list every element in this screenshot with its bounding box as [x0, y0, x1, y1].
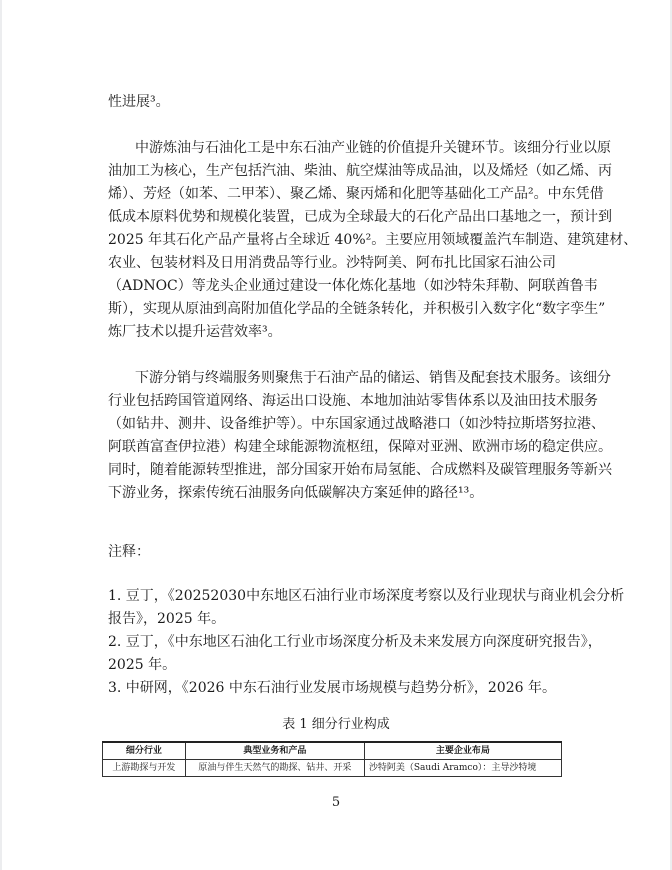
body-line: 阿联酋富查伊拉港）构建全球能源物流枢纽，保障对亚洲、欧洲市场的稳定供应。: [108, 439, 612, 455]
body-line: 中游炼油与石油化工是中东石油产业链的价值提升关键环节。该细分行业以原: [135, 140, 611, 156]
document-page: [2, 0, 670, 870]
body-line: 低成本原料优势和规模化装置，已成为全球最大的石化产品出口基地之一，预计到: [108, 209, 612, 225]
table-cell: 上游勘探与开发: [103, 760, 186, 777]
table-cell: 原油与伴生天然气的勘探、钻井、开采: [185, 760, 364, 777]
table-row: [103, 760, 562, 777]
note-line: 3. 中研网，《2026 中东石油行业发展市场规模与趋势分析》，2026 年。: [108, 680, 556, 696]
body-line: （如钻井、测井、设备维护等）。中东国家通过战略港口（如沙特拉斯塔努拉港、: [108, 416, 605, 432]
body-line: 2025 年其石化产品产量将占全球近 40%²。主要应用领域覆盖汽车制造、建筑建材、: [108, 232, 638, 248]
note-line: 2. 豆丁，《中东地区石油化工行业市场深度分析及未来发展方向深度研究报告》，: [108, 634, 602, 650]
page-number: 5: [331, 795, 341, 810]
table-cell: 沙特阿美（Saudi Aramco）：主导沙特境: [364, 760, 561, 777]
body-line: 烯）、芳烃（如苯、二甲苯）、聚乙烯、聚丙烯和化肥等基础化工产品²。中东凭借: [108, 186, 604, 202]
body-line: 油加工为核心，生产包括汽油、柴油、航空煤油等成品油，以及烯烃（如乙烯、丙: [108, 163, 612, 179]
table-caption: 表 1 细分行业构成: [282, 717, 390, 732]
body-line: 同时，随着能源转型推进，部分国家开始布局氢能、合成燃料及碳管理服务等新兴: [108, 462, 612, 478]
body-line: 性进展³。: [108, 94, 170, 110]
body-line: 炼厂技术以提升运营效率³。: [108, 324, 282, 340]
body-line: 下游业务，探索传统石油服务向低碳解决方案延伸的路径¹³。: [108, 485, 484, 501]
table-header-cell: 典型业务和产品: [185, 742, 364, 760]
body-line: 行业包括跨国管道网络、海运出口设施、本地加油站零售体系以及油田技术服务: [108, 393, 598, 409]
notes-heading: 注释：: [108, 544, 150, 560]
segment-table: [102, 741, 562, 777]
body-line: 下游分销与终端服务则聚焦于石油产品的储运、销售及配套技术服务。该细分: [135, 370, 611, 386]
note-line: 2025 年。: [108, 657, 177, 673]
body-line: （ADNOC）等龙头企业通过建设一体化炼化基地（如沙特朱拜勒、阿联酋鲁韦: [108, 278, 598, 294]
note-line: 1. 豆丁，《20252030中东地区石油行业市场深度考察以及行业现状与商业机会分析: [108, 588, 625, 604]
body-line: 农业、包装材料及日用消费品等行业。沙特阿美、阿布扎比国家石油公司: [108, 255, 556, 271]
table-header-cell: 细分行业: [103, 742, 186, 760]
table-header-row: [103, 742, 562, 760]
table-header-cell: 主要企业布局: [364, 742, 561, 760]
body-line: 斯），实现从原油到高附加值化学品的全链条转化，并积极引入数字化“数字孪生”: [108, 301, 606, 317]
note-line: 报告》，2025 年。: [108, 611, 226, 627]
